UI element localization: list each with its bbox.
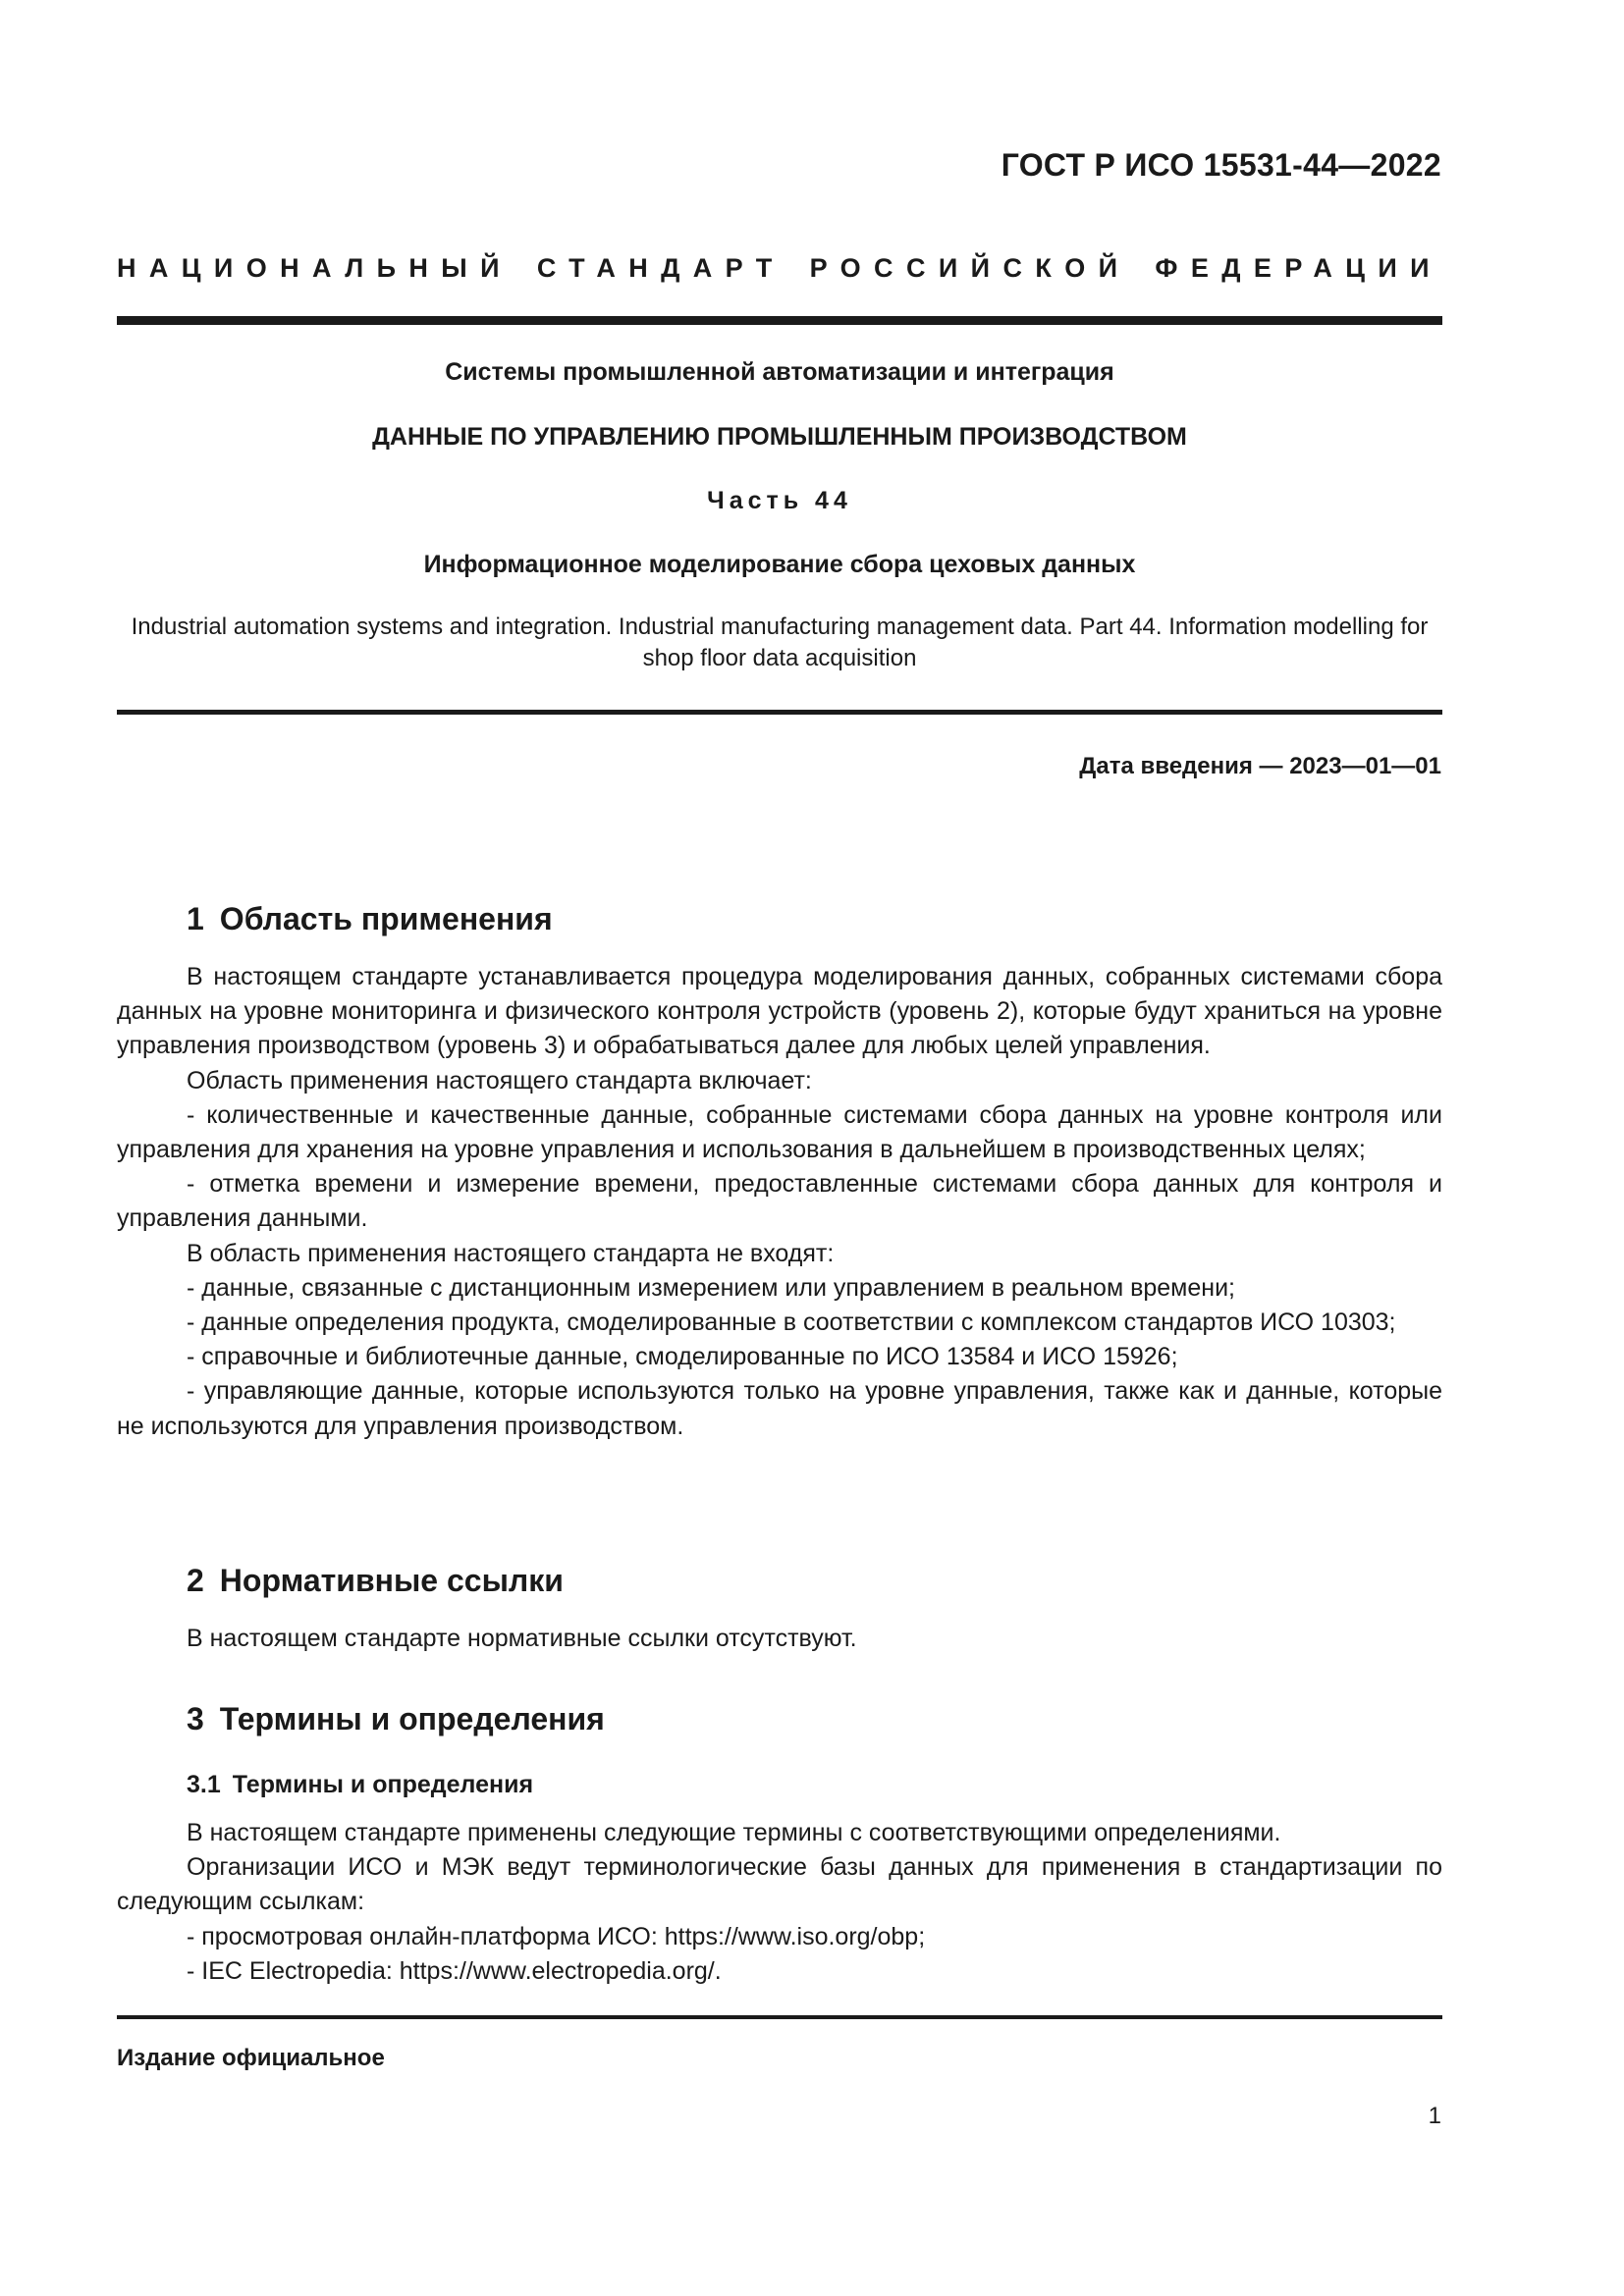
section-1-number: 1 (187, 901, 204, 936)
section-2-heading (187, 1563, 564, 1599)
title-line-1: Системы промышленной автоматизации и интеграция (445, 358, 1114, 386)
title-line-2: ДАННЫЕ ПО УПРАВЛЕНИЮ ПРОМЫШЛЕННЫМ ПРОИЗВОДСТВОМ (372, 423, 1187, 451)
english-title: Industrial automation systems and integration. Industrial manufacturing management data. Part 44. Information modelling for shop floor data acquisition (131, 614, 1429, 671)
list-item: - управляющие данные, которые используются только на уровне управления, также как и данные, которые не используются для управления производством. (117, 1377, 1442, 1440)
section-2-body (0, 1622, 1624, 1656)
page-number: 1 (1428, 2103, 1441, 2129)
subsection-3-1-number: 3.1 (187, 1771, 221, 1798)
list-item: - IEC Electropedia: https://www.electropedia.org/. (187, 1956, 722, 1985)
section-3-number: 3 (187, 1701, 204, 1736)
section-1-heading (187, 901, 553, 937)
paragraph: В настоящем стандарте устанавливается процедура моделирования данных, собранных системами сбора данных на уровне мониторинга и физического контроля устройств (уровень 2), которые будут храниться на уровне управления производством (уровень 3) и обрабатываться далее для любых целей управления. (117, 963, 1442, 1060)
list-item: - количественные и качественные данные, собранные системами сбора данных на уровне контроля или управления для хранения на уровне управления и использования в дальнейшем в производственных целях; (117, 1100, 1442, 1164)
subsection-3-1-heading (187, 1771, 533, 1799)
top-divider (117, 316, 1442, 325)
list-item: - справочные и библиотечные данные, смоделированные по ИСО 13584 и ИСО 15926; (187, 1343, 1178, 1371)
paragraph: Область применения настоящего стандарта включает: (187, 1066, 812, 1095)
section-2-number: 2 (187, 1563, 204, 1598)
document-code: ГОСТ Р ИСО 15531-44—2022 (1001, 147, 1441, 183)
list-item: - отметка времени и измерение времени, предоставленные системами сбора данных для контроля и управления данными. (117, 1170, 1442, 1233)
section-3-heading (187, 1701, 605, 1737)
paragraph: В настоящем стандарте нормативные ссылки отсутствуют. (187, 1625, 857, 1652)
section-2-title: Нормативные ссылки (219, 1563, 564, 1598)
national-standard-heading: НАЦИОНАЛЬНЫЙ СТАНДАРТ РОССИЙСКОЙ ФЕДЕРАЦИИ (117, 253, 1442, 283)
introduction-date: Дата введения — 2023—01—01 (1079, 753, 1441, 779)
section-1-body (0, 960, 1624, 1444)
list-item: - просмотровая онлайн-платформа ИСО: https://www.iso.org/obp; (187, 1922, 926, 1950)
list-item: - данные, связанные с дистанционным измерением или управлением в реальном времени; (187, 1273, 1235, 1302)
footer-divider (117, 2015, 1442, 2019)
section-1-title: Область применения (219, 901, 553, 936)
title-divider (117, 710, 1442, 715)
paragraph: В настоящем стандарте применены следующие термины с соответствующими определениями. (187, 1819, 1281, 1846)
title-line-4: Информационное моделирование сбора цеховых данных (423, 551, 1136, 578)
edition-label: Издание официальное (117, 2045, 385, 2071)
title-part: Часть 44 (707, 487, 852, 514)
list-item: - данные определения продукта, смоделированные в соответствии с комплексом стандартов ИСО 10303; (187, 1308, 1396, 1337)
paragraph: Организации ИСО и МЭК ведут терминологические базы данных для применения в стандартизации по следующим ссылкам: (117, 1853, 1442, 1916)
subsection-3-1-title: Термины и определения (232, 1771, 534, 1798)
section-3-title: Термины и определения (219, 1701, 605, 1736)
paragraph: В область применения настоящего стандарта не входят: (187, 1239, 835, 1267)
section-3-body (0, 1816, 1624, 1989)
